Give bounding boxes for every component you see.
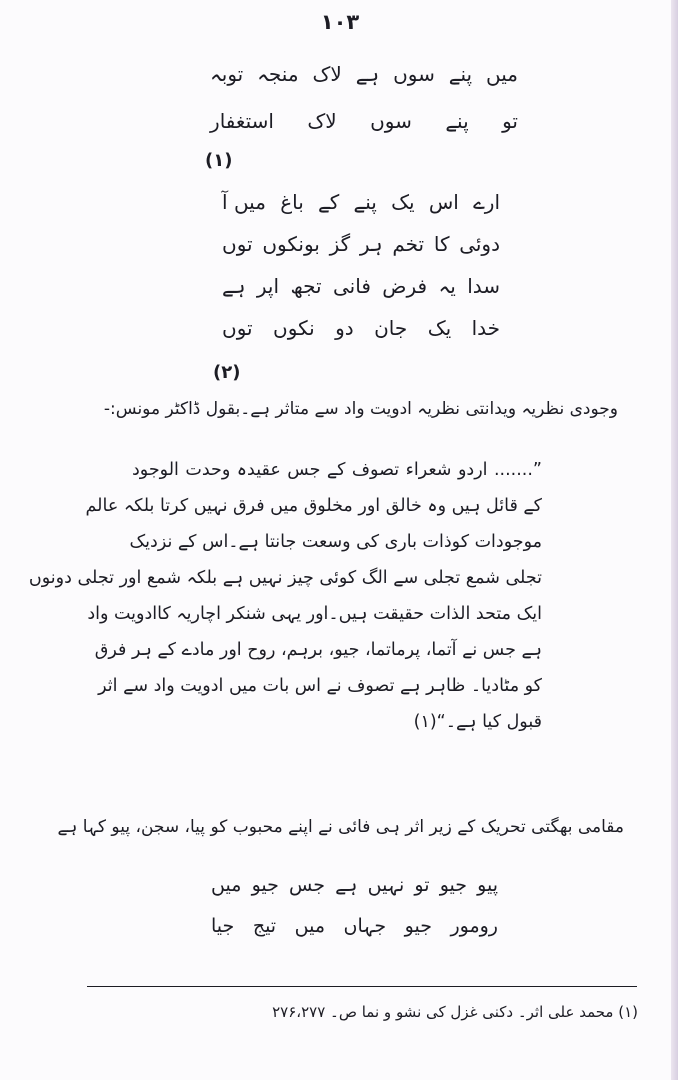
verse-word: نہیں [367,874,405,896]
footnote-divider [87,986,637,987]
quote-line: تجلی شمع تجلی سے الگ کوئی چیز نہیں ہے بلکہ شمع اور تجلی دونوں [28,568,542,588]
verse-word: کا [433,232,450,256]
verse-word: جان [374,316,408,340]
bhakti-paragraph: مقامی بھگتی تحریک کے زیر اثر ہی فائی نے اپنے محبوب کو پیا، سجن، پیو کہا ہے [57,817,624,837]
verse-word: ہر [359,232,383,256]
verse-line [222,274,500,298]
verse-word: پنے [445,109,469,133]
verse-word: توبہ [210,62,244,86]
verse-word: رومور [450,915,498,937]
poem-one-marker: (۱) [205,150,233,171]
verse-line [222,190,500,214]
verse-word: تیج [252,915,277,937]
verse-word: ارے [473,190,500,214]
quote-line: کو مٹادیا۔ ظاہر ہے تصوف نے اس بات میں ادویت واد سے اثر [98,676,542,696]
quote-line: ایک متحد الذات حقیقت ہیں۔اور یہی شنکر اچاریہ کاادویت واد [87,604,542,624]
verse-word: تو [414,874,430,896]
verse-word: تو [502,109,518,133]
verse-word: پیو [477,874,498,896]
verse-word: جیو [404,915,432,937]
page-number: ١٠٣ [320,10,360,34]
verse-word: کے [318,190,340,214]
verse-word: میں [486,62,518,86]
verse-word: استغفار [210,109,274,133]
verse-word: ہے [222,274,246,298]
verse-word: تخم [392,232,425,256]
poem-two-marker: (۲) [213,362,241,383]
verse-word: توں [222,232,253,256]
verse-word: جیو [439,874,467,896]
verse-word: پنے [448,62,473,86]
verse-word: باغ [280,190,304,214]
verse-word: ہے [355,62,380,86]
page-edge-shadow [671,0,678,1080]
verse-word: بونکوں [262,232,320,256]
verse-word: جیا [211,915,235,937]
verse-word: اپر [256,274,280,298]
quote-line: کے قائل ہیں وہ خالق اور مخلوق میں فرق نہیں کرتا بلکہ عالم [85,496,542,516]
verse-line [222,316,500,340]
verse-word: فانی [333,274,371,298]
verse-line [211,873,498,897]
verse-word: دو [335,316,354,340]
poem-two [222,190,500,340]
verse-word: میں آ [222,190,266,214]
quote-line: موجودات کوذات باری کی وسعت جانتا ہے۔اس کے نزدیک [129,532,542,552]
verse-word: خدا [471,316,500,340]
verse-word: پنے [353,190,377,214]
verse-line [211,914,498,938]
verse-word: سدا [467,274,500,298]
verse-word: جہاں [343,915,387,937]
verse-word: یک [391,190,415,214]
verse-word: منجہ [257,62,299,86]
verse-word: میں [294,915,325,937]
quote-line: قبول کیا ہے۔“(۱) [413,712,542,732]
verse-word: گز [329,232,351,256]
verse-word: سوں [393,62,435,86]
verse-word: جس [289,874,325,896]
verse-word: توں [222,316,253,340]
verse-word: نکوں [273,316,315,340]
verse-word: اس [428,190,459,214]
quote-block [28,452,542,740]
verse-word: یہ [438,274,456,298]
verse-line [222,232,500,256]
quote-line: ”....... اردو شعراء تصوف کے جس عقیدہ وحدت الوجود [132,460,542,480]
poem-one [210,62,518,133]
verse-line [210,109,518,133]
verse-word: فرض [382,274,428,298]
verse-word: ہے [335,874,358,896]
verse-line [210,62,518,86]
verse-word: لاک [312,62,342,86]
verse-word: سوں [370,109,412,133]
quote-line: ہے جس نے آتما، پرماتما، جیو، برہم، روح اور مادے کے ہر فرق [94,640,542,660]
verse-word: تجھ [290,274,322,298]
verse-word: میں [211,874,242,896]
intro-paragraph: وجودی نظریہ ویدانتی نظریہ ادویت واد سے متاثر ہے۔بقول ڈاکٹر مونس:- [103,399,618,419]
verse-word: دوئی [459,232,500,256]
verse-word: جیو [251,874,279,896]
verse-word: یک [427,316,452,340]
poem-three [211,873,498,938]
footnote: (۱) محمد علی اثر۔ دکنی غزل کی نشو و نما ص۔ ۲۷۶،۲۷۷ [272,1003,638,1021]
verse-word: لاک [307,109,337,133]
